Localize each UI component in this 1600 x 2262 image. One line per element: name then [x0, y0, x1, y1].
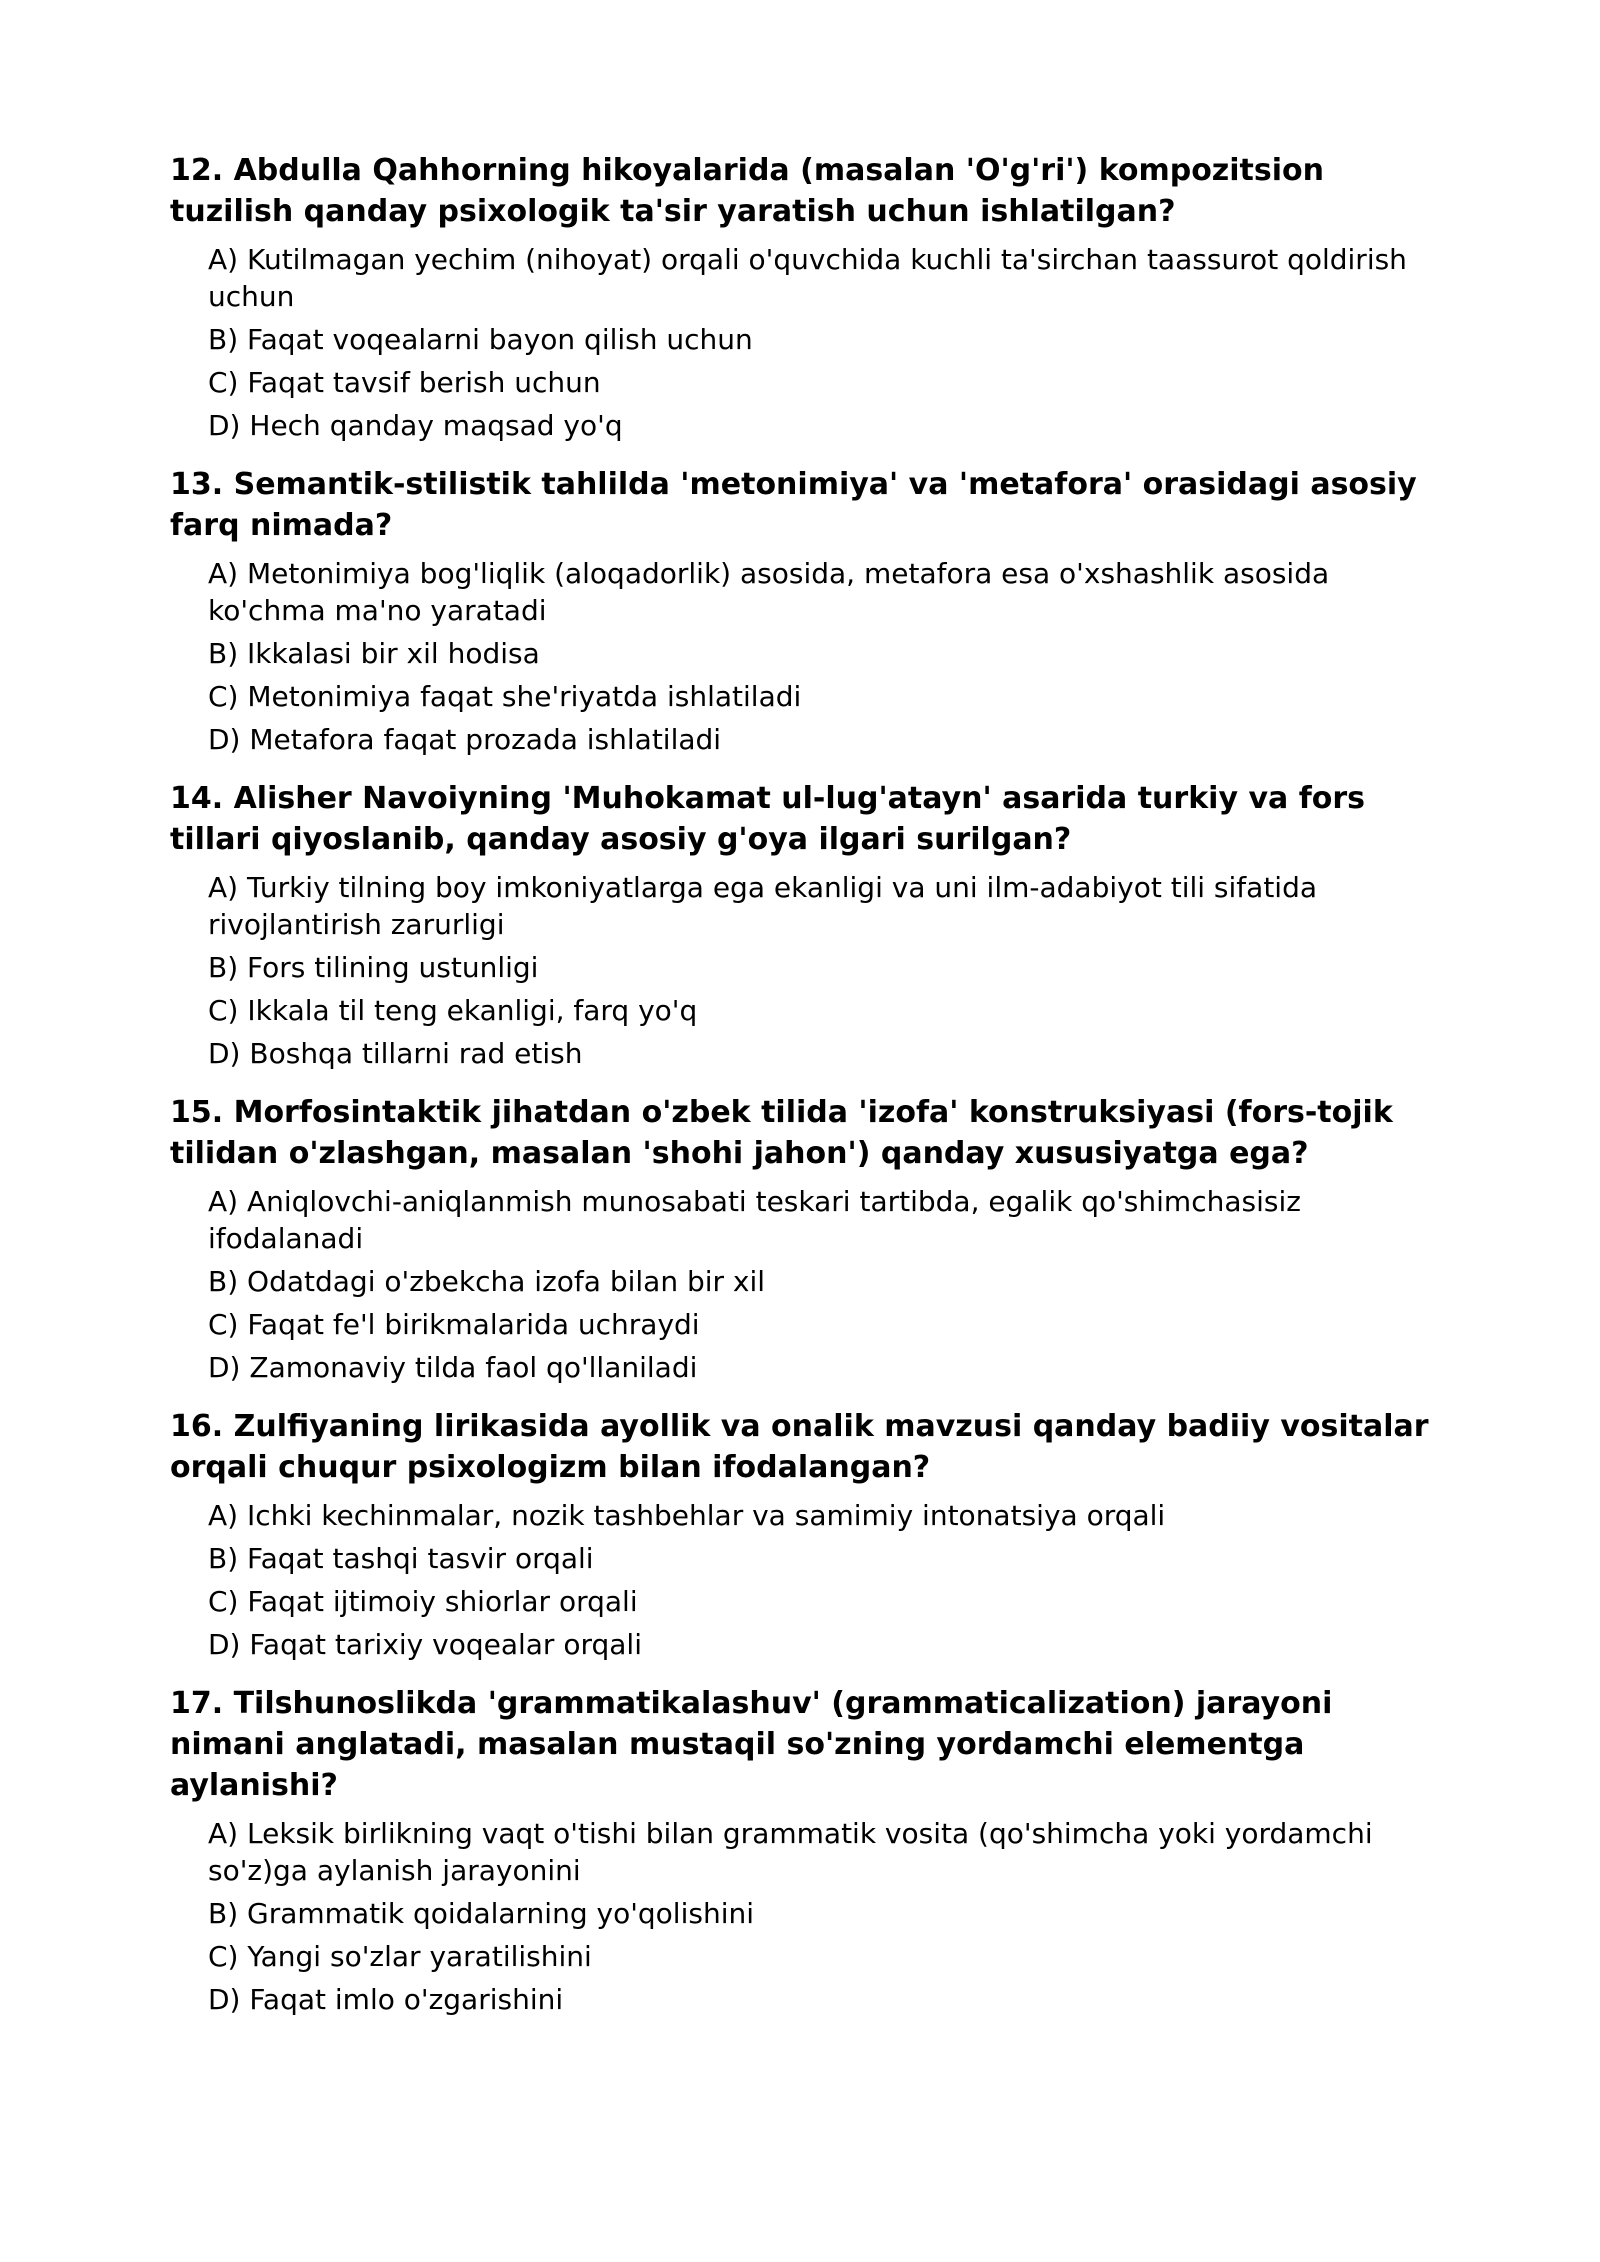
option-list: [170, 555, 1440, 758]
option-list: [170, 869, 1440, 1072]
option-d: D) Hech qanday maqsad yo'q: [208, 409, 623, 442]
question-title: 12. Abdulla Qahhorning hikoyalarida (masalan 'O'g'ri') kompozitsion tuzilish qanday psixologik ta'sir yaratish uchun ishlatilgan?: [170, 153, 1325, 229]
question-title: 14. Alisher Navoiyning 'Muhokamat ul-lug'atayn' asarida turkiy va fors tillari qiyoslanib, qanday asosiy g'oya ilgari surilgan?: [170, 781, 1366, 857]
option-list: [170, 1183, 1440, 1386]
option-b: B) Fors tilining ustunligi: [208, 951, 539, 984]
option-a: A) Leksik birlikning vaqt o'tishi bilan grammatik vosita (qo'shimcha yoki yordamchi so'z)ga aylanish jarayonini: [208, 1817, 1373, 1887]
question-title: 13. Semantik-stilistik tahlilda 'metonimiya' va 'metafora' orasidagi asosiy farq nimada?: [170, 467, 1417, 543]
option-list: [170, 241, 1440, 444]
question-14: [170, 778, 1440, 1072]
question-13: [170, 464, 1440, 758]
option-d: D) Faqat imlo o'zgarishini: [208, 1983, 564, 2016]
option-b: B) Grammatik qoidalarning yo'qolishini: [208, 1897, 754, 1930]
option-d: D) Metafora faqat prozada ishlatiladi: [208, 723, 722, 756]
question-title: 16. Zulfiyaning lirikasida ayollik va onalik mavzusi qanday badiiy vositalar orqali chuqur psixologizm bilan ifodalangan?: [170, 1409, 1429, 1485]
option-c: C) Ikkala til teng ekanligi, farq yo'q: [208, 994, 698, 1027]
option-a: A) Metonimiya bog'liqlik (aloqadorlik) asosida, metafora esa o'xshashlik asosida ko'chma ma'no yaratadi: [208, 557, 1330, 627]
option-list: [170, 1497, 1440, 1663]
option-list: [170, 1815, 1440, 2018]
option-b: B) Faqat voqealarni bayon qilish uchun: [208, 323, 753, 356]
question-15: [170, 1092, 1440, 1386]
option-c: C) Metonimiya faqat she'riyatda ishlatiladi: [208, 680, 802, 713]
question-title: 15. Morfosintaktik jihatdan o'zbek tilida 'izofa' konstruksiyasi (fors-tojik tilidan o'zlashgan, masalan 'shohi jahon') qanday xususiyatga ega?: [170, 1095, 1393, 1171]
option-c: C) Faqat fe'l birikmalarida uchraydi: [208, 1308, 700, 1341]
question-17: [170, 1683, 1440, 2018]
document-page: [170, 150, 1440, 2038]
option-a: A) Kutilmagan yechim (nihoyat) orqali o'quvchida kuchli ta'sirchan taassurot qoldirish uchun: [208, 243, 1407, 313]
option-a: A) Aniqlovchi-aniqlanmish munosabati teskari tartibda, egalik qo'shimchasisiz ifodalanadi: [208, 1185, 1301, 1255]
question-title: 17. Tilshunoslikda 'grammatikalashuv' (grammaticalization) jarayoni nimani anglatadi, masalan mustaqil so'zning yordamchi elementga aylanishi?: [170, 1686, 1333, 1803]
option-b: B) Faqat tashqi tasvir orqali: [208, 1542, 594, 1575]
question-12: [170, 150, 1440, 444]
option-c: C) Faqat tavsif berish uchun: [208, 366, 601, 399]
option-b: B) Ikkalasi bir xil hodisa: [208, 637, 540, 670]
question-16: [170, 1406, 1440, 1663]
option-a: A) Ichki kechinmalar, nozik tashbehlar va samimiy intonatsiya orqali: [208, 1499, 1166, 1532]
option-c: C) Faqat ijtimoiy shiorlar orqali: [208, 1585, 638, 1618]
option-d: D) Faqat tarixiy voqealar orqali: [208, 1628, 642, 1661]
option-a: A) Turkiy tilning boy imkoniyatlarga ega ekanligi va uni ilm-adabiyot tili sifatida rivojlantirish zarurligi: [208, 871, 1318, 941]
option-b: B) Odatdagi o'zbekcha izofa bilan bir xil: [208, 1265, 766, 1298]
option-d: D) Boshqa tillarni rad etish: [208, 1037, 583, 1070]
option-c: C) Yangi so'zlar yaratilishini: [208, 1940, 592, 1973]
option-d: D) Zamonaviy tilda faol qo'llaniladi: [208, 1351, 698, 1384]
